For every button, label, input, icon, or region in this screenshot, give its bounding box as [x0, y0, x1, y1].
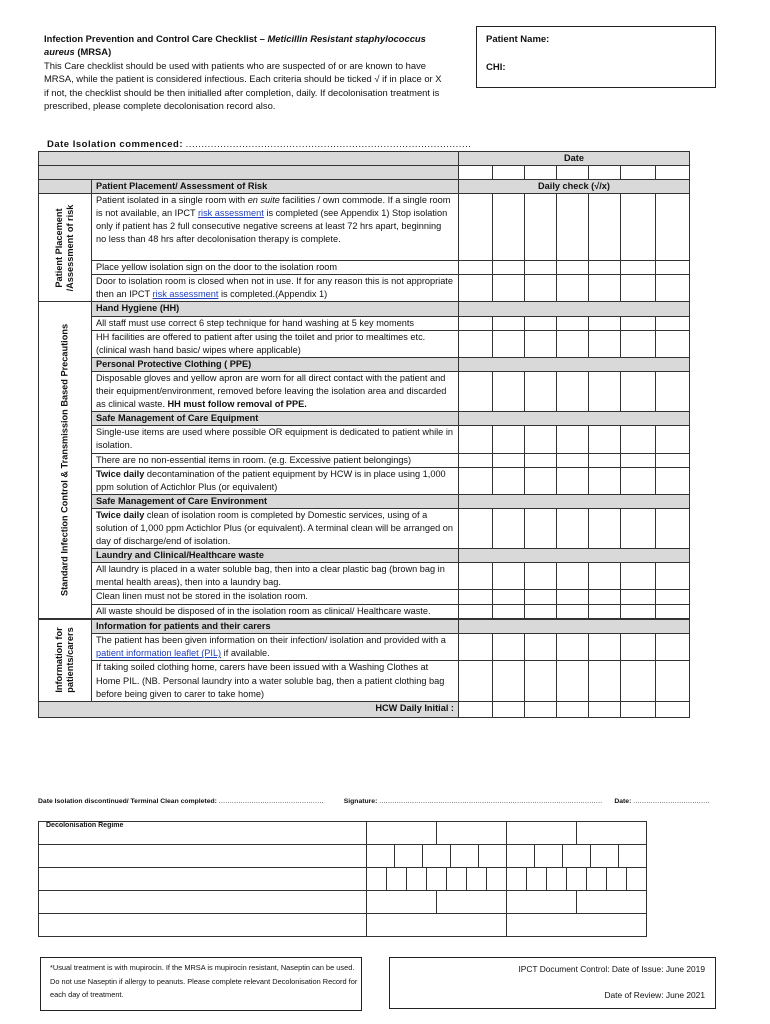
risk-assessment-link[interactable]: risk assessment: [197, 208, 264, 219]
check-cell[interactable]: [621, 371, 656, 411]
criterion-text: Clean linen must not be stored in the isolation room.: [92, 590, 459, 604]
checklist-table: [38, 151, 690, 718]
check-cell[interactable]: [621, 467, 656, 494]
check-cell[interactable]: [589, 261, 621, 275]
decolonisation-row[interactable]: [39, 845, 367, 868]
section-waste: Laundry and Clinical/Healthcare waste: [92, 549, 459, 563]
criterion-text: All staff must use correct 6 step technique for hand washing at 5 key moments: [92, 316, 459, 330]
risk-assessment-link[interactable]: risk assessment: [152, 289, 219, 300]
check-cell[interactable]: [589, 453, 621, 467]
check-cell[interactable]: [656, 261, 690, 275]
review-date: Date of Review: June 2021: [604, 990, 705, 1000]
check-cell[interactable]: [459, 661, 493, 701]
table-row: [39, 453, 690, 467]
check-cell[interactable]: [589, 661, 621, 701]
check-cell[interactable]: [557, 275, 589, 302]
checklist-intro: This Care checklist should be used with patients who are suspected of or are known to have MRSA, while the patient is considered infectious. Each criteria should be ticked √ if in place or X if not, the checklist should be then initialled after completion, daily. If decolonisation treatment is prescribed, please complete decolonisation record also.: [44, 59, 442, 112]
initial-cell[interactable]: [656, 701, 690, 717]
check-cell[interactable]: [525, 426, 557, 453]
section-hand-hygiene: Hand Hygiene (HH): [92, 302, 459, 316]
check-cell[interactable]: [589, 604, 621, 618]
decolonisation-table: [38, 821, 647, 937]
discontinued-date-field[interactable]: ................................................: [218, 798, 324, 805]
side-label-placement: Patient Placement /Assessment of risk: [39, 194, 92, 302]
check-cell[interactable]: [656, 371, 690, 411]
section-placement: Patient Placement/ Assessment of Risk: [92, 180, 459, 194]
check-cell[interactable]: [656, 194, 690, 261]
check-cell[interactable]: [621, 275, 656, 302]
table-row: [39, 194, 690, 261]
section-ppe: Personal Protective Clothing ( PPE): [92, 357, 459, 371]
check-cell[interactable]: [557, 426, 589, 453]
check-cell[interactable]: [621, 316, 656, 330]
signature-field[interactable]: ......................................................................................................: [379, 798, 603, 805]
decolonisation-row[interactable]: [39, 891, 367, 914]
date-cell[interactable]: [589, 166, 621, 180]
check-cell[interactable]: [621, 453, 656, 467]
date-isolation-field[interactable]: ...........................................................................................: [185, 139, 472, 150]
check-cell[interactable]: [589, 508, 621, 548]
check-cell[interactable]: [493, 467, 525, 494]
section-header-row: [39, 412, 690, 426]
check-cell[interactable]: [557, 661, 589, 701]
check-cell[interactable]: [459, 316, 493, 330]
patient-name-label: Patient Name:: [486, 34, 550, 45]
check-cell[interactable]: [656, 275, 690, 302]
table-row: [39, 634, 690, 661]
issue-date: IPCT Document Control: Date of Issue: June 2019: [518, 964, 705, 974]
criterion-text: Twice daily clean of isolation room is completed by Domestic services, using of a solution of 1,000 ppm Actichlor Plus (or equivalent). A terminal clean will be arranged on day of discharge/end of isolation.: [92, 508, 459, 548]
table-row: [39, 590, 690, 604]
check-cell[interactable]: [525, 467, 557, 494]
criterion-text: The patient has been given information on their infection/ isolation and provided with a patient information leaflet (PIL) if available.: [92, 634, 459, 661]
checklist-header: [44, 32, 444, 112]
check-cell[interactable]: [589, 275, 621, 302]
check-cell[interactable]: [621, 590, 656, 604]
check-cell[interactable]: [459, 634, 493, 661]
check-cell[interactable]: [557, 563, 589, 590]
check-cell[interactable]: [557, 508, 589, 548]
check-cell[interactable]: [621, 634, 656, 661]
check-cell[interactable]: [621, 426, 656, 453]
check-cell[interactable]: [621, 508, 656, 548]
chi-label: CHI:: [486, 62, 506, 73]
date-cell[interactable]: [557, 166, 589, 180]
criterion-text: Door to isolation room is closed when not in use. If for any reason this is not appropriate then an IPCT risk assessment is completed.(Appendix 1): [92, 275, 459, 302]
check-cell[interactable]: [557, 316, 589, 330]
check-cell[interactable]: [525, 194, 557, 261]
check-cell[interactable]: [621, 661, 656, 701]
table-row: [39, 508, 690, 548]
check-cell[interactable]: [557, 590, 589, 604]
check-cell[interactable]: [656, 563, 690, 590]
initial-cell[interactable]: [493, 701, 525, 717]
check-cell[interactable]: [656, 661, 690, 701]
check-cell[interactable]: [525, 508, 557, 548]
criterion-text: Single-use items are used where possible OR equipment is dedicated to patient while in isolation.: [92, 426, 459, 453]
criterion-text: Place yellow isolation sign on the door to the isolation room: [92, 261, 459, 275]
check-cell[interactable]: [493, 261, 525, 275]
check-cell[interactable]: [493, 371, 525, 411]
criterion-text: All waste should be disposed of in the isolation room as clinical/ Healthcare waste.: [92, 604, 459, 618]
check-cell[interactable]: [656, 604, 690, 618]
check-cell[interactable]: [557, 453, 589, 467]
pil-link[interactable]: patient information leaflet (PIL): [96, 648, 222, 659]
check-cell[interactable]: [557, 371, 589, 411]
check-cell[interactable]: [589, 194, 621, 261]
check-cell[interactable]: [493, 634, 525, 661]
section-information: Information for patients and their carers: [92, 620, 459, 634]
check-cell[interactable]: [459, 261, 493, 275]
criterion-text: Twice daily decontamination of the patient equipment by HCW is in place using 1,000 ppm solution of Actichlor Plus (or equivalent): [92, 467, 459, 494]
check-cell[interactable]: [656, 316, 690, 330]
check-cell[interactable]: [493, 661, 525, 701]
check-cell[interactable]: [525, 590, 557, 604]
section-header-row: [39, 549, 690, 563]
check-cell[interactable]: [525, 453, 557, 467]
criterion-text: Disposable gloves and yellow apron are worn for all direct contact with the patient and their equipment/environment, removed before leaving the isolation area and discarded as clinical waste. HH must follow removal of PPE.: [92, 371, 459, 411]
check-cell[interactable]: [459, 590, 493, 604]
table-row: [39, 330, 690, 357]
hcw-initial-label: HCW Daily Initial :: [39, 701, 459, 717]
check-cell[interactable]: [459, 194, 493, 261]
table-row: [39, 316, 690, 330]
check-cell[interactable]: [525, 316, 557, 330]
table-row: [39, 371, 690, 411]
check-cell[interactable]: [557, 467, 589, 494]
date-cell[interactable]: [493, 166, 525, 180]
check-cell[interactable]: [459, 604, 493, 618]
check-cell[interactable]: [459, 467, 493, 494]
check-cell[interactable]: [459, 426, 493, 453]
decolonisation-row[interactable]: [39, 868, 367, 891]
check-cell[interactable]: [656, 634, 690, 661]
check-cell[interactable]: [493, 508, 525, 548]
check-cell[interactable]: [525, 661, 557, 701]
check-cell[interactable]: [589, 426, 621, 453]
table-row: [39, 261, 690, 275]
check-cell[interactable]: [557, 634, 589, 661]
check-cell[interactable]: [459, 453, 493, 467]
check-cell[interactable]: [621, 330, 656, 357]
check-cell[interactable]: [557, 330, 589, 357]
check-cell[interactable]: [493, 426, 525, 453]
check-cell[interactable]: [589, 371, 621, 411]
criterion-text: If taking soiled clothing home, carers have been issued with a Washing Clothes at Home PIL. (NB. Personal laundry into a water soluble bag, then a patient clothing bag before being given to carer to take home): [92, 661, 459, 701]
decolonisation-row[interactable]: [39, 914, 367, 937]
check-cell[interactable]: [589, 563, 621, 590]
initial-cell[interactable]: [525, 701, 557, 717]
section-equipment: Safe Management of Care Equipment: [92, 412, 459, 426]
check-cell[interactable]: [459, 330, 493, 357]
section-header-row: [39, 180, 690, 194]
check-cell[interactable]: [589, 467, 621, 494]
check-cell[interactable]: [525, 330, 557, 357]
date-row-label: [39, 152, 690, 166]
check-cell[interactable]: [621, 261, 656, 275]
check-cell[interactable]: [589, 634, 621, 661]
check-cell[interactable]: [557, 604, 589, 618]
check-cell[interactable]: [589, 590, 621, 604]
decolonisation-label: Decolonisation Regime: [39, 822, 367, 845]
date-entry-row: [39, 166, 690, 180]
date-isolation-commenced: Date Isolation commenced: ...........................................................................................: [47, 139, 472, 150]
check-cell[interactable]: [557, 261, 589, 275]
side-label-information: Information for patients/carers: [39, 620, 92, 702]
check-cell[interactable]: [525, 634, 557, 661]
date-header: Date: [459, 152, 690, 166]
check-cell[interactable]: [656, 467, 690, 494]
check-cell[interactable]: [493, 563, 525, 590]
check-cell[interactable]: [493, 330, 525, 357]
date-cell[interactable]: [621, 166, 656, 180]
checklist-title: Infection Prevention and Control Care Checklist – Meticillin Resistant staphylococcus aureus (MRSA): [44, 33, 426, 58]
check-cell[interactable]: [656, 453, 690, 467]
table-row: [39, 467, 690, 494]
treatment-note: *Usual treatment is with mupirocin. If the MRSA is mupirocin resistant, Naseptin can be used. Do not use Naseptin if allergy to peanuts. Please complete relevant Decolonisation Record for each day of treatment.: [40, 957, 362, 1011]
table-row: [39, 604, 690, 618]
check-cell[interactable]: [493, 453, 525, 467]
section-header-row: [39, 494, 690, 508]
check-cell[interactable]: [557, 194, 589, 261]
initial-cell[interactable]: [459, 701, 493, 717]
side-label-standard: Standard Infection Control & Transmission Based Precautions: [39, 302, 92, 619]
date-cell[interactable]: [459, 166, 493, 180]
initial-cell[interactable]: [557, 701, 589, 717]
check-cell[interactable]: [459, 508, 493, 548]
check-cell[interactable]: [589, 316, 621, 330]
check-cell[interactable]: [589, 330, 621, 357]
check-cell[interactable]: [525, 563, 557, 590]
table-row: [39, 426, 690, 453]
isolation-discontinued-line: Date Isolation discontinued/ Terminal Clean completed: ................................................ Signature: ...................................................................................................... Date: ...................................: [38, 798, 710, 805]
check-cell[interactable]: [621, 604, 656, 618]
table-row: [39, 563, 690, 590]
check-cell[interactable]: [525, 604, 557, 618]
document-control-box: [389, 957, 716, 1009]
check-cell[interactable]: [459, 371, 493, 411]
check-cell[interactable]: [459, 275, 493, 302]
check-cell[interactable]: [656, 426, 690, 453]
date-cell[interactable]: [525, 166, 557, 180]
check-cell[interactable]: [656, 508, 690, 548]
table-row: [39, 661, 690, 701]
check-cell[interactable]: [525, 371, 557, 411]
check-cell[interactable]: [525, 275, 557, 302]
check-cell[interactable]: [525, 261, 557, 275]
section-header-row: [39, 302, 690, 316]
check-cell[interactable]: [621, 563, 656, 590]
check-cell[interactable]: [493, 194, 525, 261]
check-cell[interactable]: [459, 563, 493, 590]
hcw-initial-row: [39, 701, 690, 717]
criterion-text: Patient isolated in a single room with en suite facilities / own commode. If a single room is not available, an IPCT risk assessment is completed (see Appendix 1) Stop isolation only if patient has 2 full consecutive negative screens at least 72 hrs apart, beginning no less than 48 hrs after decolonisation therapy is complete.: [92, 194, 459, 261]
section-header-row: [39, 357, 690, 371]
criterion-text: There are no non-essential items in room. (e.g. Excessive patient belongings): [92, 453, 459, 467]
section-header-row: [39, 620, 690, 634]
check-cell[interactable]: [656, 590, 690, 604]
check-cell[interactable]: [493, 275, 525, 302]
date-field[interactable]: ...................................: [633, 798, 710, 805]
patient-details-box: [476, 26, 716, 88]
date-cell[interactable]: [656, 166, 690, 180]
initial-cell[interactable]: [589, 701, 621, 717]
criterion-text: All laundry is placed in a water soluble bag, then into a clear plastic bag (brown bag in mental health areas), then into a laundry bag.: [92, 563, 459, 590]
section-environment: Safe Management of Care Environment: [92, 494, 459, 508]
check-cell[interactable]: [493, 590, 525, 604]
initial-cell[interactable]: [621, 701, 656, 717]
table-row: [39, 275, 690, 302]
check-cell[interactable]: [493, 604, 525, 618]
daily-check-header: Daily check (√/x): [459, 180, 690, 194]
criterion-text: HH facilities are offered to patient after using the toilet and prior to mealtimes etc. (clinical wash hand basic/ wipes where applicable): [92, 330, 459, 357]
check-cell[interactable]: [656, 330, 690, 357]
check-cell[interactable]: [493, 316, 525, 330]
check-cell[interactable]: [621, 194, 656, 261]
